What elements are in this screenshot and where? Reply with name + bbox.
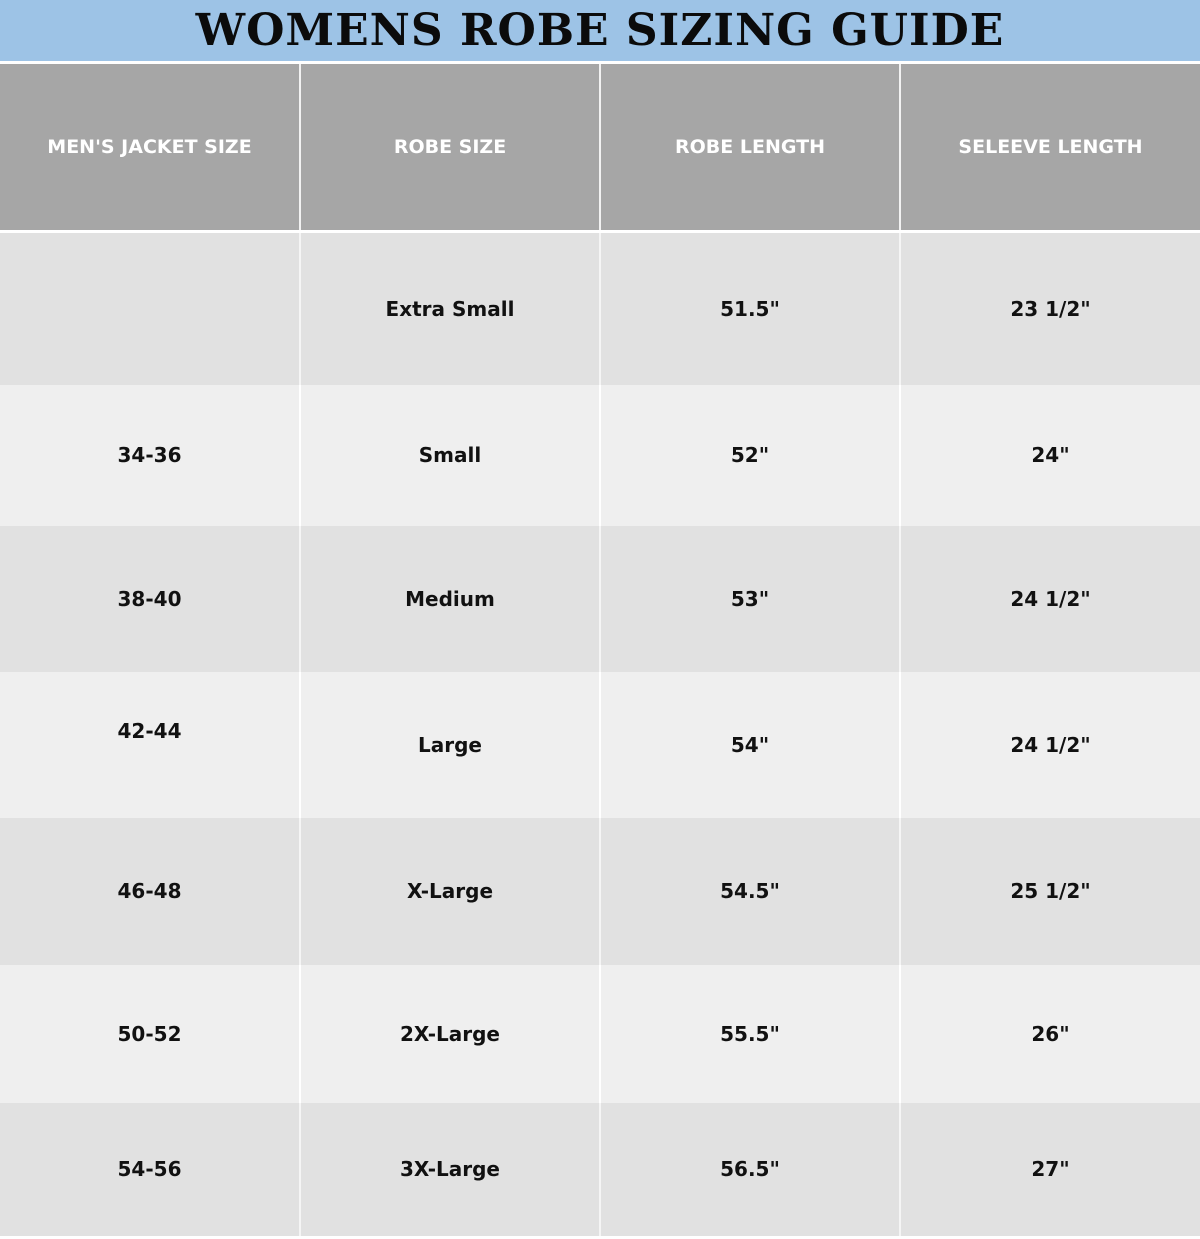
cell-jacket-size <box>0 232 300 385</box>
cell-sleeve-length: 23 1/2" <box>900 232 1200 385</box>
table-row <box>0 385 1200 526</box>
cell-jacket-size: 46-48 <box>0 818 300 965</box>
header-robe-length: ROBE LENGTH <box>600 64 900 232</box>
cell-robe-size: 2X-Large <box>300 965 600 1103</box>
cell-sleeve-length: 26" <box>900 965 1200 1103</box>
table-row <box>0 1103 1200 1236</box>
cell-robe-length: 51.5" <box>600 232 900 385</box>
cell-robe-length: 52" <box>600 385 900 526</box>
cell-jacket-size-text: 42-44 <box>117 718 182 743</box>
cell-robe-length: 54.5" <box>600 818 900 965</box>
header-jacket-size: MEN'S JACKET SIZE <box>0 64 300 232</box>
table-row <box>0 818 1200 965</box>
cell-jacket-size: 34-36 <box>0 385 300 526</box>
cell-sleeve-length: 24 1/2" <box>900 672 1200 818</box>
page-title: WOMENS ROBE SIZING GUIDE <box>195 4 1005 56</box>
sizing-table <box>0 64 1200 1236</box>
cell-robe-size: 3X-Large <box>300 1103 600 1236</box>
cell-jacket-size: 50-52 <box>0 965 300 1103</box>
cell-sleeve-length: 24" <box>900 385 1200 526</box>
cell-robe-size: X-Large <box>300 818 600 965</box>
table-row <box>0 672 1200 818</box>
cell-robe-length: 55.5" <box>600 965 900 1103</box>
cell-jacket-size: 38-40 <box>0 526 300 672</box>
cell-robe-length: 56.5" <box>600 1103 900 1236</box>
cell-robe-size: Extra Small <box>300 232 600 385</box>
header-sleeve-length: SELEEVE LENGTH <box>900 64 1200 232</box>
cell-robe-length: 53" <box>600 526 900 672</box>
header-robe-size: ROBE SIZE <box>300 64 600 232</box>
table-row <box>0 965 1200 1103</box>
table-header-row <box>0 64 1200 232</box>
cell-jacket-size: 54-56 <box>0 1103 300 1236</box>
cell-jacket-size <box>0 672 300 818</box>
cell-robe-size: Small <box>300 385 600 526</box>
cell-robe-size: Large <box>300 672 600 818</box>
cell-robe-length: 54" <box>600 672 900 818</box>
title-banner <box>0 0 1200 61</box>
cell-sleeve-length: 25 1/2" <box>900 818 1200 965</box>
table-row <box>0 526 1200 672</box>
cell-sleeve-length: 24 1/2" <box>900 526 1200 672</box>
cell-sleeve-length: 27" <box>900 1103 1200 1236</box>
table-row <box>0 232 1200 385</box>
cell-robe-size: Medium <box>300 526 600 672</box>
